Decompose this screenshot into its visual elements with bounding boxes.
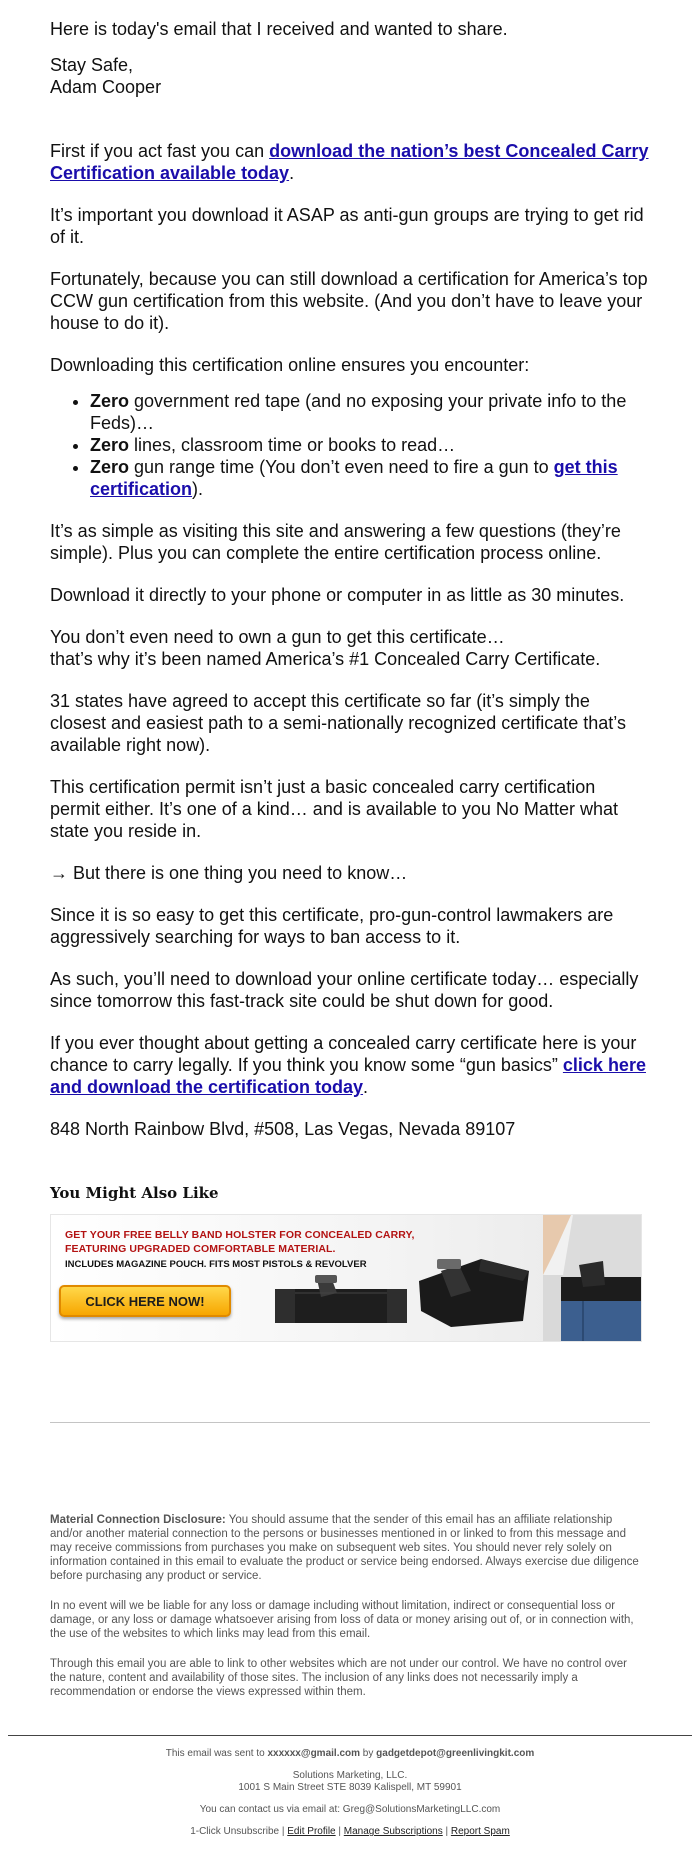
ad-heading: You Might Also Like [50,1184,219,1202]
paragraph-1-text: First if you act fast you can [50,141,270,161]
bullet-bold: Zero [90,435,130,455]
bullet-end: ). [192,479,204,499]
paragraph-7-line-2: that’s why it’s been named America’s #1 Concealed Carry Certificate. [50,649,601,669]
edit-profile-link[interactable]: Edit Profile [287,1826,336,1837]
bullet-text: lines, classroom time or books to read… [129,435,456,455]
disclosure-label: Material Connection Disclosure: [50,1514,226,1526]
disclosure-paragraph-1 [50,1513,642,1583]
list-item [90,390,650,434]
paragraph-2: It’s important you download it ASAP as anti-gun groups are trying to get rid of it. [50,205,644,247]
company-address: 1001 S Main Street STE 8039 Kalispell, MT 59901 [238,1782,462,1793]
link-separator: | [279,1826,288,1837]
email-footer [0,1748,700,1838]
report-spam-link[interactable]: Report Spam [450,1826,510,1837]
footer-links [0,1826,700,1838]
signature [50,54,650,98]
bullet-bold: Zero [90,391,130,411]
link-separator: | [442,1826,451,1837]
click-here-now-button[interactable]: CLICK HERE NOW! [59,1285,231,1317]
click-here-download-link[interactable]: click here and download the certification today [50,1055,646,1097]
contact-line: You can contact us via email at: Greg@SolutionsMarketingLLC.com [199,1804,501,1815]
paragraph-4: Downloading this certification online ensures you encounter: [50,355,530,375]
disclosure-paragraph-2: In no event will we be liable for any loss or damage including without limitation, indirect or consequential loss or damage, or any loss or damage whatsoever arising from loss of data or money arising out of, or in connection with, the use of the websites to which links may lead from this email. [50,1600,634,1640]
sender-address: 848 North Rainbow Blvd, #508, Las Vegas, Nevada 89107 [50,1119,516,1139]
ad-headline-2: FEATURING UPGRADED COMFORTABLE MATERIAL. [65,1243,336,1255]
get-certification-link[interactable]: get this certification [90,457,618,499]
bullet-text: government red tape (and no exposing your private info to the Feds)… [90,391,627,433]
sent-prefix: This email was sent to [165,1748,268,1759]
ad-headline-1: GET YOUR FREE BELLY BAND HOLSTER FOR CONCEALED CARRY, [65,1229,415,1241]
disclosure-text-1: You should assume that the sender of this email has an affiliate relationship and/or another material connection to the persons or businesses mentioned in or linked to from this message and may receive commissions from purchases you make on subsequent web sites. You should never rely solely on information contained in this email to evaluate the product or service being endorsed. Always exercise due diligence before purchasing any product or service. [50,1514,639,1582]
sent-to-line [0,1748,700,1760]
disclosure-section [50,1513,642,1699]
paragraph-3: Fortunately, because you can still download a certification for America’s top CCW gun certification from this website. (And you don’t have to leave your house to do it). [50,269,648,333]
paragraph-12: As such, you’ll need to download your online certificate today… especially since tomorrow this fast-track site could be shut down for good. [50,969,639,1011]
benefits-list [50,390,650,500]
paragraph-13-end: . [363,1077,369,1097]
signoff: Stay Safe, [50,55,134,75]
paragraph-1 [50,140,650,184]
disclosure-paragraph-3: Through this email you are able to link to other websites which are not under our control. We have no control over the nature, content and availability of those sites. The inclusion of any links does not necessarily imply a recommendation or endorse the views expressed within them. [50,1658,628,1698]
download-certification-link[interactable]: download the nation’s best Concealed Carry Certification available today [50,141,649,183]
paragraph-7-line-1: You don’t even need to own a gun to get this certificate… [50,627,505,647]
message-content [50,0,650,1140]
manage-subscriptions-link[interactable]: Manage Subscriptions [343,1826,443,1837]
paragraph-7 [50,626,650,670]
list-item [90,456,650,500]
company-name: Solutions Marketing, LLC. [292,1770,408,1781]
section-divider [50,1422,650,1423]
unsubscribe-label[interactable]: 1-Click Unsubscribe [190,1826,280,1837]
paragraph-8: 31 states have agreed to accept this certificate so far (it’s simply the closest and easiest path to a semi-nationally recognized certificate that’s available right now). [50,691,626,755]
paragraph-11: Since it is so easy to get this certificate, pro-gun-control lawmakers are aggressively searching for ways to ban access to it. [50,905,614,947]
paragraph-13 [50,1032,650,1098]
bullet-bold: Zero [90,457,130,477]
belly-band-holster-image [271,1273,411,1335]
intro-line: Here is today's email that I received and wanted to share. [50,19,508,39]
paragraph-13-text: If you ever thought about getting a concealed carry certificate here is your chance to carry legally. If you think you know some “gun basics” [50,1033,637,1075]
paragraph-10: → But there is one thing you need to know… [50,863,408,883]
signer-name: Adam Cooper [50,77,162,97]
holster-ad-banner[interactable] [50,1214,642,1342]
link-separator: | [335,1826,344,1837]
model-wearing-holster-image [543,1215,641,1342]
holster-pouch-image [411,1251,531,1331]
list-item [90,434,650,456]
intro-section [50,0,650,98]
paragraph-5: It’s as simple as visiting this site and answering a few questions (they’re simple). Plus you can complete the entire certification process online. [50,521,621,563]
email-body [50,0,650,1715]
footer-divider [8,1735,692,1736]
ad-subline: INCLUDES MAGAZINE POUCH. FITS MOST PISTOLS & REVOLVER [65,1259,367,1270]
paragraph-9: This certification permit isn’t just a basic concealed carry certification permit either. It’s one of a kind… and is available to you No Matter what state you reside in. [50,777,618,841]
paragraph-6: Download it directly to your phone or computer in as little as 30 minutes. [50,585,625,605]
sent-by-text: by [360,1748,377,1759]
bullet-text: gun range time (You don’t even need to fire a gun to [129,457,554,477]
paragraph-1-end: . [289,163,295,183]
recipient-email: xxxxxx@gmail.com [267,1748,361,1759]
sender-email: gadgetdepot@greenlivingkit.com [376,1748,535,1759]
